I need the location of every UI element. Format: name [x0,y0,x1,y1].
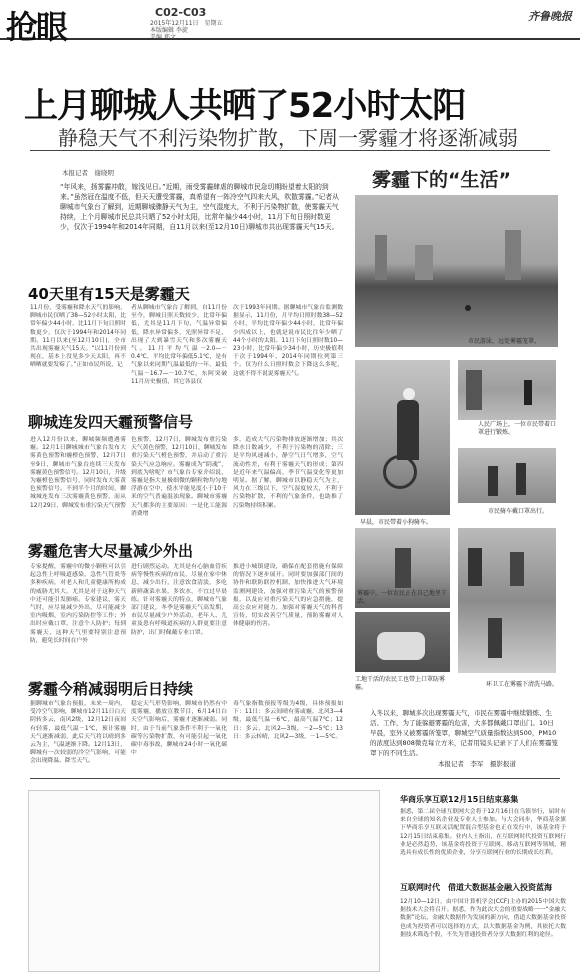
masthead-designer: 美编 郑文 [150,34,176,41]
photo-cyclists-masks [458,448,556,503]
section-3-col-2: 进行剧烈运动。尤其是有心脑血管疾病等慢性疾病的市民，尽量在家中休息，减少出行，注意饮食清淡，多吃新鲜蔬菜水果，多饮水，不宜过早晨练。针对雾霾天的特点，聊城市气象部门建议，冬季是雾霾天气高发期，市民尽量减少户外活动，老年人、儿童及患有呼吸道疾病的人群更要注意防护，出门时佩戴专业口罩。 [131,564,227,636]
photo-exercising-square [458,360,556,420]
section-title-3: 雾霾危害大尽量减少外出 [28,542,194,560]
photo-worker-mask [355,612,450,672]
page-section-code: C02-C03 [155,6,207,19]
photo-credit: 本报记者 李军 摄影报道 [438,760,516,768]
main-headline: 上月聊城人共晒了52小时太阳 [24,86,466,126]
section-2-col-3: 多，造成大气污染物排放逐渐增加；其次降水日数减少，不利于污染物的清除；三是平均风速减小，静空气日气增多，空气流动性差，有利于雾霾天气的形成；第四是近年来气温偏高，季节气温变化等更加明显。据了解，聊城市以静稳天气为主，风力在三级以下，空气湿度较大，不利于污染物扩散，不利的气象条件，也助推了污染物持续积累。 [233,437,343,509]
caption-swimming: 市民游泳，远处雾霾笼罩。 [468,338,541,345]
photo-feature-title: 雾霾下的“生活” [372,169,511,191]
section-title-2: 聊城连发四天霾预警信号 [28,413,194,431]
photo-summary: 入冬以来，聊城多次出现雾霾天气，市民在雾霾中继续锻炼、生活、工作，为了能躲避雾霾的危害，大多都佩戴口罩出门。10日早晨，室外又被雾霾所笼罩，聊城空气质量指数达到500，PM10的浓度达到808微克每立方米，记者用镜头记录下了人们在雾霾笼罩下的不同生活。 [370,709,558,757]
sidebar-text-1: 据悉，第二届全球互联网大会将于12月16日在乌镇举行，届时有来自全球的知名企业及专业人士参加。与大会同步，华商基金旗下华商乐享互联灵活配置混合型基金也正在发行中，该基金将于12月15日结束募集。业内人士指出，在互联网时代投资互联网行业是必然趋势，该基金将投资于互联网、移动互联网等领域，精选具有成长性的优质企业，分享互联网行业的长期成长红利。 [400,809,566,857]
section-4-col-3: 毒气象指数预报等级为4级，具体预报如下：11日：多云间晴有雾或霾，北风3—4级，最低气温－6℃，最高气温7℃；12日：多云，北风2—3级，－2—5℃；13日：多云转晴，北风2—3级，－1—5℃。 [233,701,343,740]
section-1-col-1: 11月份，受雾霾和降水天气的影响，聊城市民仅晒了38—52小时太阳，比常年偏少44小时，比11月下旬日照时数更少，仅次于1994年和2014年同期。11月以来(至12月10日)，全市共出现雾霾天气15天。“以11月份到现在，基本上没见多少天太阳，再不晒晒就要发霉了。”正如市民所说，记 [30,305,126,369]
section-4-col-2: 稳定天气形势影响，聊城市仍然有中度雾霾，播放宣教节目，6月14日白天空气影响后，雾霾才逐渐减弱。同时，由于当前气象条件不利于一氧化碳等污染物扩散，有可能引起一氧化碳中毒事故，聊城市24小时一氧化碳中 [131,701,227,757]
caption-farmer: 雾霾中，一位农民正在自己地里干活。 [357,590,448,605]
masthead-editor: 本版编辑 李旋 [150,27,188,34]
sidebar-title-1: 华商乐享互联12月15日结束募集 [400,795,519,804]
advertisement-block [28,790,380,972]
caption-cyclists: 市民骑车戴口罩出行。 [488,508,549,515]
section-1-col-2: 者从聊城市气象台了解到，自11月份至今，聊城日照天数较少，比常年偏低，尤其是11月下旬，气温异常偏低，降水异常偏多，光照异常不足，出现了大到暴雪天气和多次雾霾天气。11月平均气温－2.0—－0.4℃，平均比常年偏低5.1℃，是有气象以来同期气温最低的一年，最低气温－16.7—－10.7℃，东阿突破11月历史极值，其它各县仅 [131,305,227,385]
intro-paragraph: “年风来，扬雾霾冲散，嫁浅见日。”近期，雨受雾霾肆虐的聊城市民急切期盼望着太阳的到来。”虽然冠在温度不低，但天天遭受雾霾，真希望有一阵冷空气四来大风，吹散雾霾。”记者从聊城市气象台了解到，近期聊城骤静天气为主，空气湿度大，不利于污染物扩散，使雾霾天气持续，上个月聊城市民总共只晒了52小时太阳，比常年偏少44小时，11月下旬日照时数更少，仅次于1994年和2014年同期，自11月以来(至12月10日)聊城市共出现雾霾天气15天。 [60,183,339,231]
photo-street-cleaners [458,528,556,673]
caption-worker: 工地干活的农民工也带上口罩防雾霾。 [355,676,446,691]
sub-headline: 静稳天气不利污染物扩散，下周一雾霾才将逐渐减弱 [58,126,518,150]
newspaper-logo: 齐鲁晚报 [528,10,572,23]
bottom-divider [30,778,560,779]
sidebar-title-2: 互联网时代 借道大数据基金融入投资蓝海 [400,883,552,892]
photo-swimming [355,195,558,347]
section-2-col-2: 色预警，12月7日，聊城发布重污染天气黄色预警，12月10日，聊城发布重污染天气橙色预警，并启动了重污染天气应急响应。雾霾成为“阴魂”，到底为啥呢？市气象台专家介绍说，雾霾是指大量极细微的颗粒物均匀地浮游在空中，使水平能见度小于10千米的空气普遍混浊现象。聊城市雾霾天气都多的主要原因：一是化工能源消费增 [131,437,227,517]
masthead-brand: 抢眼 [6,8,67,46]
masthead [0,0,580,46]
caption-cleaners: 环卫工在雾霾下清洗马路。 [486,681,559,688]
masthead-date: 2015年12月11日 星期五 [150,20,223,27]
section-3-col-3: 推进小城镇建设，确保在配套措施有保障的情况下逐步展开。同时要加强部门间的协作和联防联控机制，加快推进大气环境监测网建设，加强对重污染天气的预警预报，以及应对重污染天气的应急措施，提高公众应对能力，加强对雾霾天气的科普宣传，切实改善空气质量，预防雾霾对人体健康的伤害。 [233,564,343,628]
caption-square: 人民广场上，一位市民带着口罩进行锻炼。 [478,421,557,436]
caption-cyclist: 早晨，市民带着小狗骑车。 [360,519,433,526]
section-title-1: 40天里有15天是雾霾天 [28,285,190,303]
headline-divider [30,150,550,151]
section-1-col-3: 次于1993年同期。据聊城市气象台监测数据显示，11月份，月平均日照时数38—52小时，平均比常年偏少44小时，比常年偏少四成以上，也就是说市民比往年少晒了44个小时的太阳。11月下旬日照时数10—23小时，比常年偏少34小时，历史极值利于次于1994年、2014年同期位列第三个。仅为什么日照时数会下降这么多呢，这就不得不说说雾霾天气。 [233,305,343,377]
section-title-4: 雾霾今稍减弱明后日持续 [28,680,194,698]
section-3-col-1: 专家提醒，雾霾中的微小颗粒可以引起急性上呼吸道感染，急性气管炎等多种疾病，对老人和儿童健康所构成的威胁尤其大。尤其是对于这种天气中还可能引发肺癌。专家建议，雾天气时，应尽量减少外出，尽可能减少室内吸烟，室内污染防控等工作；外出时应戴口罩，注意个人防护；每到雾霾天，这种天气里要特别注意预防，避免长时间在户外 [30,564,126,644]
photo-cyclist-with-dog [355,360,450,515]
sidebar-text-2: 12月10—12日，由中国计算机学会(CCF)主办的2015中国大数据技术大会将召开。据悉，作为此次大会的重要战略一一“金融大数据”论坛，金融大数据作为发展的新方向，借道大数据基金投资也成为投资者可以选择的方式，以大数据基金为例，其依托大数据技术筛选个股，不失为普通投资者分享大数据红利的途径。 [400,899,566,938]
section-4-col-1: 据聊城市气象台预报，未来一周内，受冷空气影响，聊城市12月11日白天阴转多云，南风2级，12月12日夜间有轻雾，最低气温－1℃，预计雾霾天气逐渐减弱，此后天气将以晴到多云为主，气温逐渐下降。12月13日，聊城有一次较弱的冷空气影响，可能会出现降温、降雪天气。 [30,701,126,765]
section-2-col-1: 进入12月份以来，聊城频频遭遇雾霾。12月1日聊城城市气象台发布大雾黄色预警和霾橙色预警，12月7日至9日，聊城市气象台连续三天发布雾霾黄色预警信号。12月10日，升级为霾橙色预警信号，同时发布大雾黄色预警信号。不到半个月的时间，聊城城连发布三次雾霾黄色预警，而从12月29日，聊城发布重污染天气预警 [30,437,126,509]
byline: 本报记者 谢晓明 [62,169,114,177]
